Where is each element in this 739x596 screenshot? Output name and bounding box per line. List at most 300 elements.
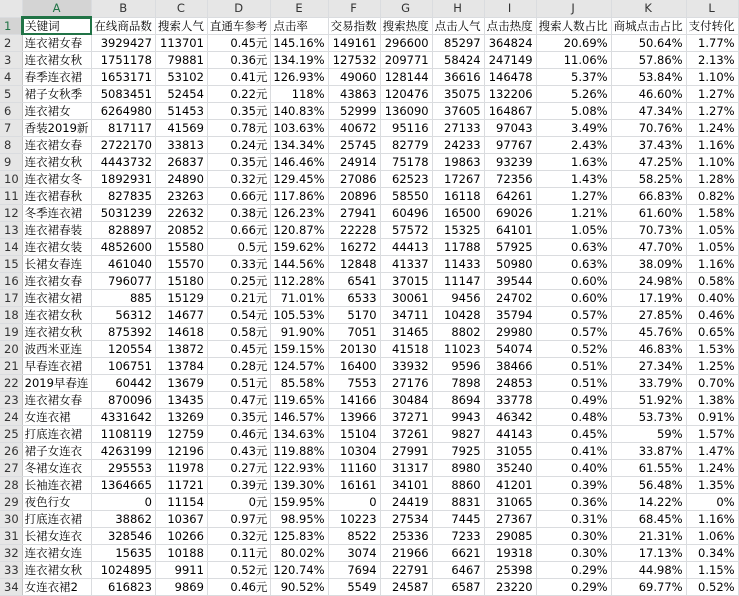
column-title-cell[interactable]: 搜索人气 (155, 17, 207, 35)
grid-cell[interactable]: 12759 (155, 426, 207, 443)
grid-cell[interactable]: 57572 (380, 222, 432, 239)
grid-cell[interactable]: 159.62% (271, 239, 328, 256)
grid-cell[interactable]: 34711 (380, 307, 432, 324)
grid-cell[interactable]: 17.13% (611, 545, 686, 562)
grid-cell[interactable]: 9596 (432, 358, 484, 375)
grid-cell[interactable]: 22791 (380, 562, 432, 579)
grid-cell[interactable]: 37261 (380, 426, 432, 443)
grid-cell[interactable]: 0.35元 (207, 409, 271, 426)
grid-cell[interactable]: 1.10% (686, 154, 738, 171)
keyword-cell[interactable]: 裙子女秋季 (22, 86, 92, 103)
grid-cell[interactable]: 0.29% (536, 579, 611, 596)
grid-cell[interactable]: 80.02% (271, 545, 328, 562)
grid-cell[interactable]: 20896 (328, 188, 380, 205)
row-header[interactable]: 16 (0, 273, 22, 290)
grid-cell[interactable]: 1.25% (686, 358, 738, 375)
grid-cell[interactable]: 66.83% (611, 188, 686, 205)
grid-cell[interactable]: 6541 (328, 273, 380, 290)
grid-cell[interactable]: 117.86% (271, 188, 328, 205)
grid-cell[interactable]: 10188 (155, 545, 207, 562)
row-header[interactable]: 14 (0, 239, 22, 256)
grid-cell[interactable]: 70.73% (611, 222, 686, 239)
grid-cell[interactable]: 8980 (432, 460, 484, 477)
grid-cell[interactable]: 72356 (484, 171, 536, 188)
grid-cell[interactable]: 1.06% (686, 528, 738, 545)
grid-cell[interactable]: 119.88% (271, 443, 328, 460)
grid-cell[interactable]: 41201 (484, 477, 536, 494)
grid-cell[interactable]: 8831 (432, 494, 484, 511)
keyword-cell[interactable]: 女连衣裙2 (22, 579, 92, 596)
grid-cell[interactable]: 45.76% (611, 324, 686, 341)
grid-cell[interactable]: 0.5元 (207, 239, 271, 256)
column-header-c[interactable]: C (155, 0, 207, 17)
grid-cell[interactable]: 10367 (155, 511, 207, 528)
grid-cell[interactable]: 7051 (328, 324, 380, 341)
grid-cell[interactable]: 8860 (432, 477, 484, 494)
row-header[interactable]: 31 (0, 528, 22, 545)
grid-cell[interactable]: 119.65% (271, 392, 328, 409)
grid-cell[interactable]: 13435 (155, 392, 207, 409)
grid-cell[interactable]: 14166 (328, 392, 380, 409)
grid-cell[interactable]: 9911 (155, 562, 207, 579)
grid-cell[interactable]: 9827 (432, 426, 484, 443)
keyword-cell[interactable]: 连衣裙女秋 (22, 324, 92, 341)
grid-cell[interactable]: 53102 (155, 69, 207, 86)
grid-cell[interactable]: 7553 (328, 375, 380, 392)
grid-cell[interactable]: 39544 (484, 273, 536, 290)
grid-cell[interactable]: 27.34% (611, 358, 686, 375)
grid-cell[interactable]: 1.28% (686, 171, 738, 188)
grid-cell[interactable]: 113701 (155, 35, 207, 52)
grid-cell[interactable]: 57925 (484, 239, 536, 256)
grid-cell[interactable]: 33778 (484, 392, 536, 409)
grid-cell[interactable]: 79881 (155, 52, 207, 69)
grid-cell[interactable]: 41337 (380, 256, 432, 273)
keyword-cell[interactable]: 长裙女连衣 (22, 528, 92, 545)
grid-cell[interactable]: 209771 (380, 52, 432, 69)
grid-cell[interactable]: 129.45% (271, 171, 328, 188)
keyword-cell[interactable]: 连衣裙女裙 (22, 290, 92, 307)
column-header-h[interactable]: H (432, 0, 484, 17)
grid-cell[interactable]: 47.34% (611, 103, 686, 120)
keyword-cell[interactable]: 连衣裙女装 (22, 239, 92, 256)
grid-cell[interactable]: 38.09% (611, 256, 686, 273)
grid-cell[interactable]: 1.77% (686, 35, 738, 52)
grid-cell[interactable]: 817117 (92, 120, 156, 137)
grid-cell[interactable]: 8694 (432, 392, 484, 409)
grid-cell[interactable]: 69.77% (611, 579, 686, 596)
column-title-cell[interactable]: 直通车参考 (207, 17, 271, 35)
grid-cell[interactable]: 1.16% (686, 137, 738, 154)
grid-cell[interactable]: 10266 (155, 528, 207, 545)
grid-cell[interactable]: 38862 (92, 511, 156, 528)
grid-cell[interactable]: 46.60% (611, 86, 686, 103)
column-title-cell[interactable]: 在线商品数 (92, 17, 156, 35)
grid-cell[interactable]: 53.73% (611, 409, 686, 426)
grid-cell[interactable]: 27534 (380, 511, 432, 528)
grid-cell[interactable]: 12848 (328, 256, 380, 273)
keyword-cell[interactable]: 2019早春连 (22, 375, 92, 392)
grid-cell[interactable]: 126.23% (271, 205, 328, 222)
grid-cell[interactable]: 35794 (484, 307, 536, 324)
row-header[interactable]: 27 (0, 460, 22, 477)
row-header[interactable]: 24 (0, 409, 22, 426)
row-header[interactable]: 21 (0, 358, 22, 375)
grid-cell[interactable]: 58550 (380, 188, 432, 205)
grid-cell[interactable]: 0.58元 (207, 324, 271, 341)
grid-cell[interactable]: 15104 (328, 426, 380, 443)
grid-cell[interactable]: 30484 (380, 392, 432, 409)
grid-cell[interactable]: 41518 (380, 341, 432, 358)
grid-cell[interactable]: 11788 (432, 239, 484, 256)
grid-cell[interactable]: 16500 (432, 205, 484, 222)
grid-cell[interactable]: 1.53% (686, 341, 738, 358)
grid-cell[interactable]: 33932 (380, 358, 432, 375)
keyword-cell[interactable]: 打底连衣裙 (22, 426, 92, 443)
grid-cell[interactable]: 85.58% (271, 375, 328, 392)
grid-cell[interactable]: 0.32元 (207, 171, 271, 188)
grid-cell[interactable]: 20852 (155, 222, 207, 239)
grid-cell[interactable]: 13872 (155, 341, 207, 358)
grid-cell[interactable]: 4263199 (92, 443, 156, 460)
grid-cell[interactable]: 5.37% (536, 69, 611, 86)
grid-cell[interactable]: 0.27元 (207, 460, 271, 477)
grid-cell[interactable]: 7233 (432, 528, 484, 545)
grid-cell[interactable]: 98.95% (271, 511, 328, 528)
grid-cell[interactable]: 91.90% (271, 324, 328, 341)
grid-cell[interactable]: 9456 (432, 290, 484, 307)
column-title-cell[interactable]: 点击率 (271, 17, 328, 35)
grid-cell[interactable]: 0.22元 (207, 86, 271, 103)
grid-cell[interactable]: 14.22% (611, 494, 686, 511)
grid-cell[interactable]: 0.70% (686, 375, 738, 392)
grid-cell[interactable]: 0.60% (536, 290, 611, 307)
grid-cell[interactable]: 124.57% (271, 358, 328, 375)
row-header[interactable]: 30 (0, 511, 22, 528)
grid-cell[interactable]: 1024895 (92, 562, 156, 579)
grid-cell[interactable]: 13966 (328, 409, 380, 426)
grid-cell[interactable]: 33813 (155, 137, 207, 154)
grid-cell[interactable]: 19318 (484, 545, 536, 562)
grid-cell[interactable]: 11721 (155, 477, 207, 494)
grid-cell[interactable]: 1.15% (686, 562, 738, 579)
grid-cell[interactable]: 85297 (432, 35, 484, 52)
keyword-cell[interactable]: 波西米亚连 (22, 341, 92, 358)
grid-cell[interactable]: 1.58% (686, 205, 738, 222)
grid-cell[interactable]: 13269 (155, 409, 207, 426)
grid-cell[interactable]: 3929427 (92, 35, 156, 52)
grid-cell[interactable]: 295553 (92, 460, 156, 477)
grid-cell[interactable]: 59% (611, 426, 686, 443)
grid-cell[interactable]: 6621 (432, 545, 484, 562)
grid-cell[interactable]: 0 (328, 494, 380, 511)
grid-cell[interactable]: 69026 (484, 205, 536, 222)
grid-cell[interactable]: 0.25元 (207, 273, 271, 290)
grid-cell[interactable]: 0.24元 (207, 137, 271, 154)
grid-cell[interactable]: 23263 (155, 188, 207, 205)
grid-cell[interactable]: 4331642 (92, 409, 156, 426)
row-header[interactable]: 22 (0, 375, 22, 392)
keyword-cell[interactable]: 早春连衣裙 (22, 358, 92, 375)
grid-cell[interactable]: 8522 (328, 528, 380, 545)
grid-cell[interactable]: 120554 (92, 341, 156, 358)
grid-cell[interactable]: 106751 (92, 358, 156, 375)
grid-cell[interactable]: 2722170 (92, 137, 156, 154)
grid-cell[interactable]: 140.83% (271, 103, 328, 120)
column-header-k[interactable]: K (611, 0, 686, 17)
select-all-corner[interactable] (0, 0, 22, 17)
keyword-cell[interactable]: 连衣裙女春 (22, 137, 92, 154)
grid-cell[interactable]: 1.57% (686, 426, 738, 443)
row-header[interactable]: 3 (0, 52, 22, 69)
grid-cell[interactable]: 4443732 (92, 154, 156, 171)
grid-cell[interactable]: 461040 (92, 256, 156, 273)
grid-cell[interactable]: 70.76% (611, 120, 686, 137)
grid-cell[interactable]: 5083451 (92, 86, 156, 103)
grid-cell[interactable]: 27367 (484, 511, 536, 528)
grid-cell[interactable]: 0.52% (686, 579, 738, 596)
keyword-cell[interactable]: 连衣裙春装 (22, 222, 92, 239)
row-header[interactable]: 4 (0, 69, 22, 86)
grid-cell[interactable]: 875392 (92, 324, 156, 341)
grid-cell[interactable]: 0.41% (536, 443, 611, 460)
grid-cell[interactable]: 1.43% (536, 171, 611, 188)
grid-cell[interactable]: 14677 (155, 307, 207, 324)
grid-cell[interactable]: 5170 (328, 307, 380, 324)
grid-cell[interactable]: 1.63% (536, 154, 611, 171)
grid-cell[interactable]: 11978 (155, 460, 207, 477)
grid-cell[interactable]: 828897 (92, 222, 156, 239)
keyword-cell[interactable]: 夜色行女 (22, 494, 92, 511)
keyword-cell[interactable]: 连衣裙女冬 (22, 171, 92, 188)
grid-cell[interactable]: 146.46% (271, 154, 328, 171)
grid-cell[interactable]: 0.58% (686, 273, 738, 290)
grid-cell[interactable]: 7925 (432, 443, 484, 460)
grid-cell[interactable]: 49060 (328, 69, 380, 86)
row-header[interactable]: 10 (0, 171, 22, 188)
grid-cell[interactable]: 0.52% (536, 341, 611, 358)
keyword-cell[interactable]: 连衣裙女秋 (22, 307, 92, 324)
column-title-cell[interactable]: 搜索热度 (380, 17, 432, 35)
grid-cell[interactable]: 0.41元 (207, 69, 271, 86)
grid-cell[interactable]: 1.27% (686, 103, 738, 120)
grid-cell[interactable]: 0.29% (536, 562, 611, 579)
grid-cell[interactable]: 0.32元 (207, 528, 271, 545)
grid-cell[interactable]: 27086 (328, 171, 380, 188)
grid-cell[interactable]: 136090 (380, 103, 432, 120)
grid-cell[interactable]: 2.13% (686, 52, 738, 69)
grid-cell[interactable]: 0.82% (686, 188, 738, 205)
grid-cell[interactable]: 3.49% (536, 120, 611, 137)
grid-cell[interactable]: 0.97元 (207, 511, 271, 528)
grid-cell[interactable]: 6264980 (92, 103, 156, 120)
grid-cell[interactable]: 1.16% (686, 256, 738, 273)
grid-cell[interactable]: 1364665 (92, 477, 156, 494)
column-title-cell[interactable]: 点击热度 (484, 17, 536, 35)
grid-cell[interactable]: 0.51% (536, 358, 611, 375)
grid-cell[interactable]: 0.46元 (207, 579, 271, 596)
grid-cell[interactable]: 0.49% (536, 392, 611, 409)
grid-cell[interactable]: 0.63% (536, 239, 611, 256)
grid-cell[interactable]: 24587 (380, 579, 432, 596)
grid-cell[interactable]: 58424 (432, 52, 484, 69)
grid-cell[interactable]: 0.43元 (207, 443, 271, 460)
grid-cell[interactable]: 38466 (484, 358, 536, 375)
grid-cell[interactable]: 21.31% (611, 528, 686, 545)
grid-cell[interactable]: 7694 (328, 562, 380, 579)
grid-cell[interactable]: 118% (271, 86, 328, 103)
keyword-cell[interactable]: 冬裙女连衣 (22, 460, 92, 477)
grid-cell[interactable]: 0.40% (686, 290, 738, 307)
grid-cell[interactable]: 127532 (328, 52, 380, 69)
grid-cell[interactable]: 0.66元 (207, 222, 271, 239)
grid-cell[interactable]: 0 (92, 494, 156, 511)
grid-cell[interactable]: 50980 (484, 256, 536, 273)
grid-cell[interactable]: 22228 (328, 222, 380, 239)
grid-cell[interactable]: 25336 (380, 528, 432, 545)
grid-cell[interactable]: 1.27% (536, 188, 611, 205)
grid-cell[interactable]: 0.46元 (207, 426, 271, 443)
grid-cell[interactable]: 125.83% (271, 528, 328, 545)
grid-cell[interactable]: 120.74% (271, 562, 328, 579)
grid-cell[interactable]: 64101 (484, 222, 536, 239)
keyword-cell[interactable]: 裙子女连衣 (22, 443, 92, 460)
keyword-cell[interactable]: 连衣裙女连 (22, 545, 92, 562)
grid-cell[interactable]: 1.21% (536, 205, 611, 222)
grid-cell[interactable]: 1.16% (686, 511, 738, 528)
grid-cell[interactable]: 82779 (380, 137, 432, 154)
column-header-l[interactable]: L (686, 0, 738, 17)
grid-cell[interactable]: 37271 (380, 409, 432, 426)
grid-cell[interactable]: 24233 (432, 137, 484, 154)
grid-cell[interactable]: 0.54元 (207, 307, 271, 324)
grid-cell[interactable]: 17.19% (611, 290, 686, 307)
grid-cell[interactable]: 134.34% (271, 137, 328, 154)
grid-cell[interactable]: 52454 (155, 86, 207, 103)
grid-cell[interactable]: 33.79% (611, 375, 686, 392)
grid-cell[interactable]: 64261 (484, 188, 536, 205)
grid-cell[interactable]: 10428 (432, 307, 484, 324)
keyword-cell[interactable]: 连衣裙女 (22, 103, 92, 120)
grid-cell[interactable]: 0.36% (536, 494, 611, 511)
column-title-cell[interactable]: 搜索人数占比 (536, 17, 611, 35)
grid-cell[interactable]: 1.27% (686, 86, 738, 103)
grid-cell[interactable]: 24890 (155, 171, 207, 188)
grid-cell[interactable]: 25745 (328, 137, 380, 154)
column-title-cell[interactable]: 商城点击占比 (611, 17, 686, 35)
grid-cell[interactable]: 134.19% (271, 52, 328, 69)
grid-cell[interactable]: 68.45% (611, 511, 686, 528)
grid-cell[interactable]: 0.39% (536, 477, 611, 494)
grid-cell[interactable]: 122.93% (271, 460, 328, 477)
grid-cell[interactable]: 44.98% (611, 562, 686, 579)
grid-cell[interactable]: 0.51% (536, 375, 611, 392)
grid-cell[interactable]: 20130 (328, 341, 380, 358)
grid-cell[interactable]: 146478 (484, 69, 536, 86)
grid-cell[interactable]: 61.60% (611, 205, 686, 222)
row-header[interactable]: 7 (0, 120, 22, 137)
grid-cell[interactable]: 364824 (484, 35, 536, 52)
grid-cell[interactable]: 134.63% (271, 426, 328, 443)
column-header-g[interactable]: G (380, 0, 432, 17)
keyword-cell[interactable]: 连衣裙女秋 (22, 154, 92, 171)
column-header-b[interactable]: B (92, 0, 156, 17)
keyword-cell[interactable]: 连衣裙女春 (22, 392, 92, 409)
grid-cell[interactable]: 4852600 (92, 239, 156, 256)
grid-cell[interactable]: 43863 (328, 86, 380, 103)
grid-cell[interactable]: 1.47% (686, 443, 738, 460)
row-header[interactable]: 19 (0, 324, 22, 341)
grid-cell[interactable]: 0.57% (536, 324, 611, 341)
grid-cell[interactable]: 31317 (380, 460, 432, 477)
grid-cell[interactable]: 27133 (432, 120, 484, 137)
grid-cell[interactable]: 128144 (380, 69, 432, 86)
grid-cell[interactable]: 0.91% (686, 409, 738, 426)
grid-cell[interactable]: 62523 (380, 171, 432, 188)
grid-cell[interactable]: 0.47元 (207, 392, 271, 409)
grid-cell[interactable]: 15180 (155, 273, 207, 290)
row-header[interactable]: 2 (0, 35, 22, 52)
grid-cell[interactable]: 120.87% (271, 222, 328, 239)
grid-cell[interactable]: 1.05% (536, 222, 611, 239)
row-header[interactable]: 13 (0, 222, 22, 239)
grid-cell[interactable]: 19863 (432, 154, 484, 171)
keyword-cell[interactable]: 长袖连衣裙 (22, 477, 92, 494)
grid-cell[interactable]: 37605 (432, 103, 484, 120)
keyword-cell[interactable]: 长裙女春连 (22, 256, 92, 273)
grid-cell[interactable]: 60496 (380, 205, 432, 222)
grid-cell[interactable]: 35075 (432, 86, 484, 103)
grid-cell[interactable]: 30061 (380, 290, 432, 307)
grid-cell[interactable]: 29980 (484, 324, 536, 341)
grid-cell[interactable]: 8802 (432, 324, 484, 341)
grid-cell[interactable]: 120476 (380, 86, 432, 103)
grid-cell[interactable]: 1.35% (686, 477, 738, 494)
grid-cell[interactable]: 13679 (155, 375, 207, 392)
row-header[interactable]: 5 (0, 86, 22, 103)
grid-cell[interactable]: 0.60% (536, 273, 611, 290)
grid-cell[interactable]: 247149 (484, 52, 536, 69)
grid-cell[interactable]: 827835 (92, 188, 156, 205)
grid-cell[interactable]: 17267 (432, 171, 484, 188)
row-header[interactable]: 6 (0, 103, 22, 120)
grid-cell[interactable]: 27941 (328, 205, 380, 222)
grid-cell[interactable]: 11433 (432, 256, 484, 273)
column-header-j[interactable]: J (536, 0, 611, 17)
grid-cell[interactable]: 7445 (432, 511, 484, 528)
column-title-cell[interactable]: 关键词 (22, 17, 92, 35)
grid-cell[interactable]: 24914 (328, 154, 380, 171)
grid-cell[interactable]: 54074 (484, 341, 536, 358)
grid-cell[interactable]: 296600 (380, 35, 432, 52)
grid-cell[interactable]: 10304 (328, 443, 380, 460)
grid-cell[interactable]: 15570 (155, 256, 207, 273)
row-header[interactable]: 12 (0, 205, 22, 222)
grid-cell[interactable]: 1.24% (686, 120, 738, 137)
grid-cell[interactable]: 27991 (380, 443, 432, 460)
grid-cell[interactable]: 11160 (328, 460, 380, 477)
column-title-cell[interactable]: 交易指数 (328, 17, 380, 35)
column-title-cell[interactable]: 点击人气 (432, 17, 484, 35)
grid-cell[interactable]: 20.69% (536, 35, 611, 52)
grid-cell[interactable]: 53.84% (611, 69, 686, 86)
row-header[interactable]: 33 (0, 562, 22, 579)
grid-cell[interactable]: 2.43% (536, 137, 611, 154)
grid-cell[interactable]: 24419 (380, 494, 432, 511)
keyword-cell[interactable]: 连衣裙女春 (22, 273, 92, 290)
grid-cell[interactable]: 97043 (484, 120, 536, 137)
row-header[interactable]: 26 (0, 443, 22, 460)
